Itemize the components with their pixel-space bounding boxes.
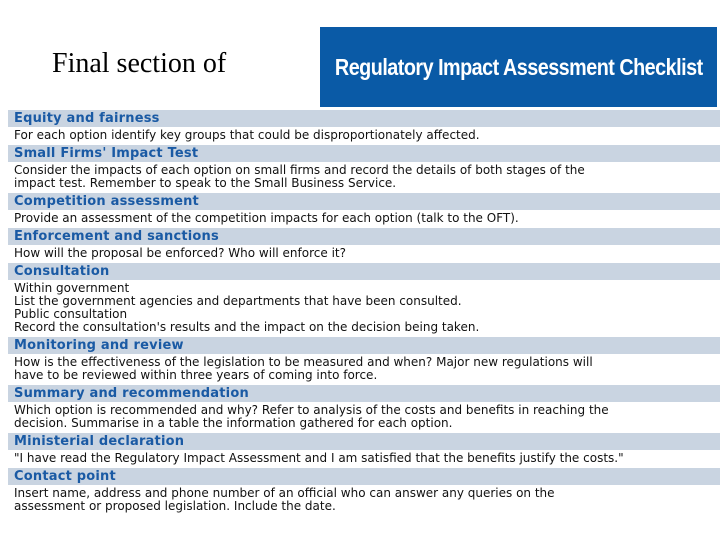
section-body [8,210,720,228]
section-monitoring-and-review [8,337,720,385]
section-summary-and-recommendation [8,385,720,433]
section-body [8,127,720,145]
section-body [8,162,720,193]
section-heading: Consultation [8,263,720,280]
section-heading: Monitoring and review [8,337,720,354]
section-heading: Ministerial declaration [8,433,720,450]
body-line: For each option identify key groups that could be disproportionately affected. [14,129,480,142]
section-consultation [8,263,720,337]
section-heading: Equity and fairness [8,110,720,127]
section-competition-assessment [8,193,720,228]
body-line: Record the consultation's results and the impact on the decision being taken. [14,321,480,334]
sub-heading-public-consultation: Public consultation [14,307,128,321]
section-contact-point [8,468,720,516]
section-body [8,485,720,516]
sub-heading-within-government: Within government [14,281,130,295]
section-heading: Contact point [8,468,720,485]
body-line: assessment or proposed legislation. Include the date. [14,500,336,513]
checklist-banner [320,27,717,107]
section-enforcement-and-sanctions [8,228,720,263]
section-body [8,354,720,385]
section-small-firms-impact-test [8,145,720,193]
banner-title: Regulatory Impact Assessment Checklist [334,53,703,80]
body-line: "I have read the Regulatory Impact Assessment and I am satisfied that the benefits justify the costs." [14,452,624,465]
section-body [8,450,720,468]
body-line: impact test. Remember to speak to the Small Business Service. [14,177,397,190]
checklist [8,110,720,540]
body-line: Consider the impacts of each option on small firms and record the details of both stages of the [14,164,585,177]
section-heading: Summary and recommendation [8,385,720,402]
section-ministerial-declaration [8,433,720,468]
section-body [8,280,720,337]
body-line: How will the proposal be enforced? Who will enforce it? [14,247,346,260]
section-body [8,402,720,433]
section-heading: Competition assessment [8,193,720,210]
section-heading: Small Firms' Impact Test [8,145,720,162]
body-line: Insert name, address and phone number of an official who can answer any queries on the [14,487,555,500]
body-line: List the government agencies and departments that have been consulted. [14,295,462,308]
section-equity-and-fairness [8,110,720,145]
section-heading: Enforcement and sanctions [8,228,720,245]
body-line: decision. Summarise in a table the information gathered for each option. [14,417,453,430]
body-line: How is the effectiveness of the legislation to be measured and when? Major new regulations will [14,356,593,369]
slide-title: Final section of [52,48,227,79]
body-line: Which option is recommended and why? Refer to analysis of the costs and benefits in reaching the [14,404,609,417]
body-line: have to be reviewed within three years of coming into force. [14,369,378,382]
section-body [8,245,720,263]
body-line: Provide an assessment of the competition impacts for each option (talk to the OFT). [14,212,519,225]
